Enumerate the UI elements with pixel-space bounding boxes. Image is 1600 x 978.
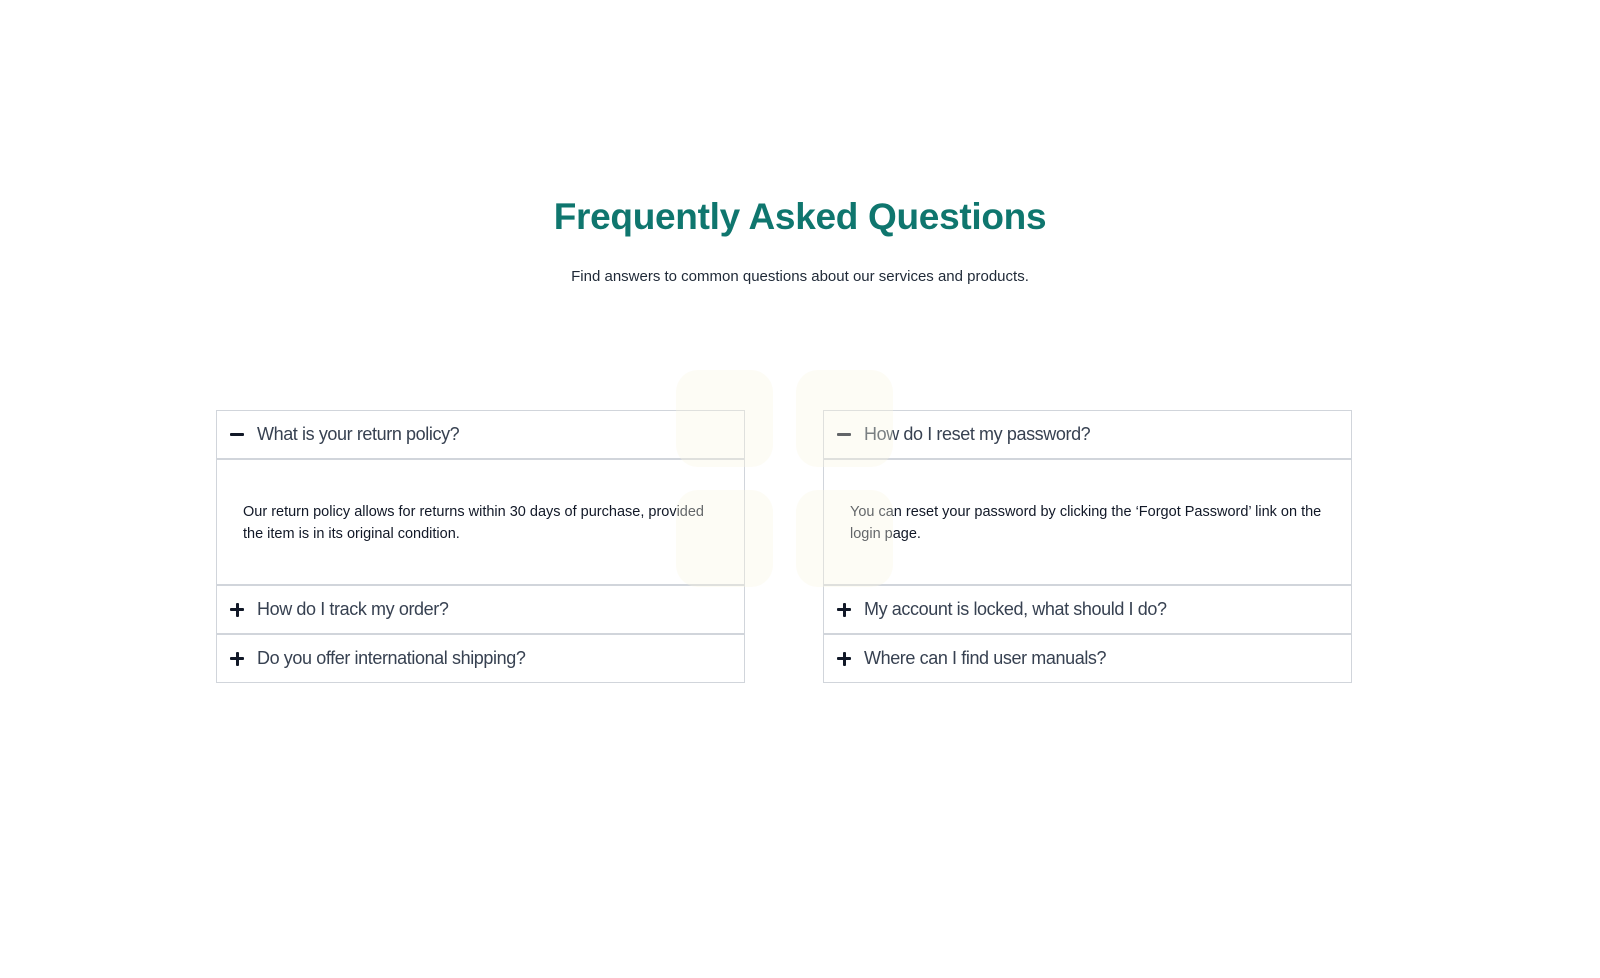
minus-icon — [229, 427, 245, 443]
faq-item — [217, 635, 744, 682]
faq-item — [824, 586, 1351, 635]
faq-column-right — [823, 410, 1352, 683]
faq-item — [824, 411, 1351, 586]
page-subtitle: Find answers to common questions about our services and products. — [571, 268, 1029, 285]
faq-toggle-return-policy[interactable] — [217, 411, 744, 458]
faq-item — [217, 586, 744, 635]
faq-toggle-reset-password[interactable] — [824, 411, 1351, 458]
faq-question: How do I track my order? — [257, 599, 449, 619]
page-title: Frequently Asked Questions — [553, 196, 1047, 237]
minus-icon — [836, 427, 852, 443]
faq-toggle-account-locked[interactable] — [824, 586, 1351, 633]
faq-item — [824, 635, 1351, 682]
faq-toggle-track-order[interactable] — [217, 586, 744, 633]
faq-question: What is your return policy? — [257, 424, 460, 444]
faq-question: Do you offer international shipping? — [257, 648, 526, 668]
faq-question: How do I reset my password? — [864, 424, 1091, 444]
faq-answer: Our return policy allows for returns within 30 days of purchase, provided the item is in its original condition. — [217, 458, 744, 584]
faq-toggle-user-manuals[interactable] — [824, 635, 1351, 682]
plus-icon — [229, 651, 245, 667]
plus-icon — [229, 602, 245, 618]
plus-icon — [836, 602, 852, 618]
plus-icon — [836, 651, 852, 667]
faq-question: My account is locked, what should I do? — [864, 599, 1167, 619]
faq-answer: You can reset your password by clicking the ‘Forgot Password’ link on the login page. — [824, 458, 1351, 584]
faq-column-left — [216, 410, 745, 683]
faq-question: Where can I find user manuals? — [864, 648, 1107, 668]
faq-item — [217, 411, 744, 586]
faq-toggle-international-shipping[interactable] — [217, 635, 744, 682]
